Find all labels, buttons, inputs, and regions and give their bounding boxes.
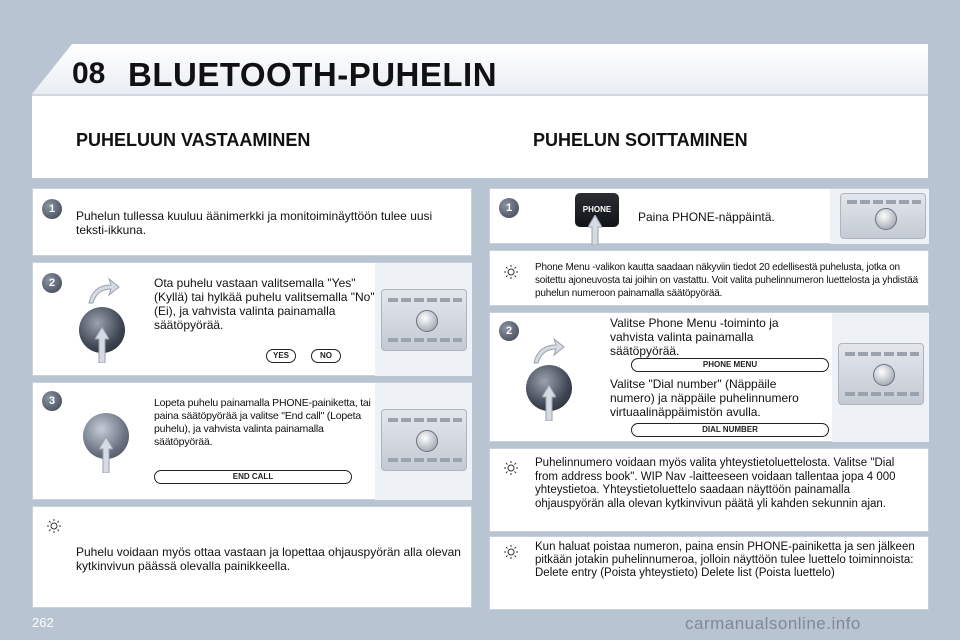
yes-button[interactable]: YES [266,349,296,363]
radio-unit-icon [381,289,467,351]
left-step3-panel [32,382,472,500]
right-tip2-panel [489,448,929,532]
step-badge: 2 [499,321,519,341]
left-tip-panel [32,506,472,608]
step-badge: 2 [42,273,62,293]
right-step2-text2: Valitse "Dial number" (Näppäile numero) ja näppäile puhelinnumero virtuaalinäppäimistön avulla. [610,377,799,419]
push-arrow-icon [588,215,602,245]
page-number: 262 [32,615,54,630]
lightbulb-icon [504,265,518,279]
corner-cut [32,44,72,94]
left-step1-panel [32,188,472,256]
rotate-arrow-icon [530,337,566,367]
step-badge: 3 [42,391,62,411]
left-tip-text: Puhelu voidaan myös ottaa vastaan ja lopettaa ohjauspyörän alla olevan kytkinvivun päässä olevalla painikkeella. [76,545,461,573]
right-step1-panel [489,188,929,244]
no-button[interactable]: NO [311,349,341,363]
push-arrow-icon [542,385,556,421]
right-step1-text: Paina PHONE-näppäintä. [638,210,775,224]
dial-number-button[interactable]: DIAL NUMBER [631,423,829,437]
right-tip3-panel [489,536,929,610]
left-section-title: PUHELUUN VASTAAMINEN [76,130,311,150]
left-step2-panel [32,262,472,376]
radio-unit-icon [381,409,467,471]
right-step2-text1: Valitse Phone Menu -toiminto ja vahvista valinta painamalla säätöpyörää. [610,316,779,358]
rotate-arrow-icon [85,277,121,307]
right-step2-panel [489,312,929,442]
push-arrow-icon [99,437,113,473]
phone-key-icon: PHONE [575,193,619,227]
left-step1-text: Puhelun tullessa kuuluu äänimerkki ja monitoiminäyttöön tulee uusi teksti-ikkuna. [76,209,433,237]
lightbulb-icon [504,461,518,475]
left-step2-text: Ota puhelu vastaan valitsemalla "Yes" (Kyllä) tai hylkää puhelu valitsemalla "No" (Ei), ja vahvista valinta painamalla säätöpyörää. [154,276,375,332]
header-divider [32,94,928,96]
lightbulb-icon [504,545,518,559]
chapter-number: 08 [72,57,106,90]
right-tip2-text: Puhelinnumero voidaan myös valita yhteystietoluettelosta. Valitse "Dial from address book". WIP Nav -laitteeseen voidaan tallentaa jopa 4 000 yhteystietoa. Yhteystietoluettelo saadaan näyttöön painamalla ohjauspyörän alla olevan kytkinvivun päätä yli kahden sekunnin ajan. [535,457,896,510]
left-step3-text: Lopeta puhelu painamalla PHONE-painiketta, tai paina säätöpyörää ja valitse "End call" (Lopeta puhelu), ja vahvista valinta painamalla säätöpyörää. [154,397,371,448]
step-badge: 1 [42,199,62,219]
right-tip3-text: Kun haluat poistaa numeron, paina ensin PHONE-painiketta ja sen jälkeen pitkään jotakin puhelinnumeroa, jolloin näyttöön tulee luettelo toiminnoista: Delete entry (Poista yhteystieto) Delete list (Poista luettelo) [535,541,915,580]
push-arrow-icon [95,327,109,363]
watermark: carmanualsonline.info [685,614,861,633]
lightbulb-icon [47,519,61,533]
right-tip1-panel [489,250,929,306]
end-call-button[interactable]: END CALL [154,470,352,484]
radio-unit-icon [840,193,926,239]
right-section-title: PUHELUN SOITTAMINEN [533,130,748,150]
right-tip1-text: Phone Menu -valikon kautta saadaan näkyviin tiedot 20 edellisestä puhelusta, jotka on soitettu ajoneuvosta tai joihin on vastattu. Voit valita puhelinnumeron luettelosta ja yhdistää puhelun numeroon painamalla säätöpyörää. [535,262,918,299]
phone-menu-button[interactable]: PHONE MENU [631,358,829,372]
chapter-title: BLUETOOTH-PUHELIN [128,56,498,93]
radio-unit-icon [838,343,924,405]
step-badge: 1 [499,198,519,218]
